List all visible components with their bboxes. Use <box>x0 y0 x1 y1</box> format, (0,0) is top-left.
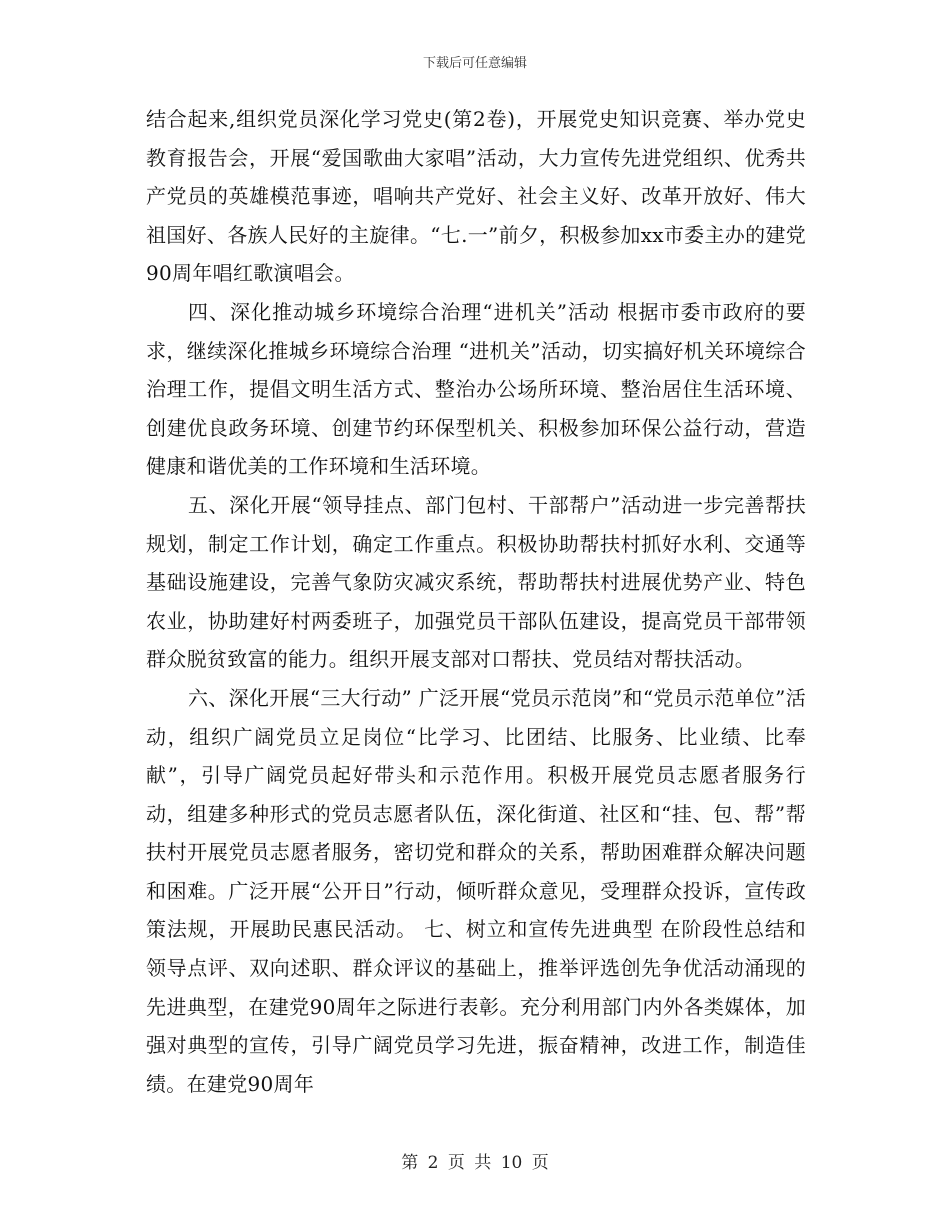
paragraph-2: 四、深化推动城乡环境综合治理“进机关”活动 根据市委市政府的要求，继续深化推城乡环境综合治理 “进机关”活动，切实搞好机关环境综合治理工作，提倡文明生活方式、整治办公场所环境、整治居住生活环境、创建优良政务环境、创建节约环保型机关、积极参加环保公益行动，营造健康和谐优美的工作环境和生活环境。 <box>146 299 806 479</box>
page-header-note: 下载后可任意编辑 <box>422 56 527 71</box>
paragraph-3: 五、深化开展“领导挂点、部门包村、干部帮户”活动进一步完善帮扶规划，制定工作计划，确定工作重点。积极协助帮扶村抓好水利、交通等基础设施建设，完善气象防灾减灾系统，帮助帮扶村进展优势产业、特色农业，协助建好村两委班子，加强党员干部队伍建设，提高党员干部带领群众脱贫致富的能力。组织开展支部对口帮扶、党员结对帮扶活动。 <box>146 492 806 672</box>
paragraph-4: 六、深化开展“三大行动” 广泛开展“党员示范岗”和“党员示范单位”活动，组织广阔党员立足岗位“比学习、比团结、比服务、比业绩、比奉献”，引导广阔党员起好带头和示范作用。积极开展党员志愿者服务行动，组建多种形式的党员志愿者队伍，深化街道、社区和“挂、包、帮”帮扶村开展党员志愿者服务，密切党和群众的关系，帮助困难群众解决问题和困难。广泛开展“公开日”行动，倾听群众意见，受理群众投诉，宣传政策法规，开展助民惠民活动。 七、树立和宣传先进典型 在阶段性总结和领导点评、双向述职、群众评议的基础上，推举评选创先争优活动涌现的先进典型，在建党90周年之际进行表彰。充分利用部门内外各类媒体，加强对典型的宣传，引导广阔党员学习先进，振奋精神，改进工作，制造佳绩。在建党90周年 <box>146 685 806 1096</box>
paragraph-1: 结合起来,组织党员深化学习党史(第2卷)，开展党史知识竞赛、举办党史教育报告会，开展“爱国歌曲大家唱”活动，大力宣传先进党组织、优秀共产党员的英雄模范事迹，唱响共产党好、社会主义好、改革开放好、伟大祖国好、各族人民好的主旋律。“七.一”前夕，积极参加xx市委主办的建党90周年唱红歌演唱会。 <box>146 107 806 286</box>
page-number-footer: 第 2 页 共 10 页 <box>401 1153 549 1173</box>
document-body <box>146 100 806 1103</box>
